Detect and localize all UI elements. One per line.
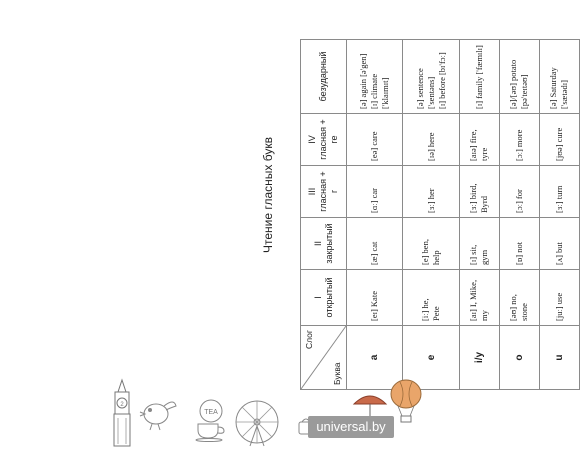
- corner-label-letter: Буква: [332, 362, 342, 385]
- table-cell: [e] ben, help: [403, 218, 459, 270]
- table-cell: [ɜː] turn: [539, 166, 579, 218]
- table-cell: [eə] care: [347, 114, 403, 166]
- corner-label-syllable: Слог: [304, 330, 314, 350]
- table-row: [403, 40, 459, 390]
- svg-text:TEA: TEA: [204, 409, 218, 416]
- table-cell: [ʌ] but: [539, 218, 579, 270]
- page-title: Чтение гласных букв: [261, 137, 275, 253]
- vowel-reading-table: [300, 39, 580, 390]
- row-letter: i/y: [459, 326, 499, 390]
- table-cell: [ɑː] car: [347, 166, 403, 218]
- table-cell: [ə] Saturday ['sætədɪ]: [539, 40, 579, 114]
- table-cell: [aɪə] fire, tyre: [459, 114, 499, 166]
- header-unstressed: безударный: [301, 40, 347, 114]
- corner-cell: [301, 326, 347, 390]
- table-cell: [ɜː] her: [403, 166, 459, 218]
- table-cell: [æ] cat: [347, 218, 403, 270]
- table-cell: [ɔː] for: [499, 166, 539, 218]
- table-row: [347, 40, 403, 390]
- table-cell: [əʊ] no, stone: [499, 270, 539, 326]
- table-cell: [ɜː] bird, Byrd: [459, 166, 499, 218]
- row-letter: e: [403, 326, 459, 390]
- row-letter: a: [347, 326, 403, 390]
- table-cell: [ɪ] sit, gym: [459, 218, 499, 270]
- ferris-wheel-icon: [228, 396, 286, 448]
- table-cell: [eɪ] Kate: [347, 270, 403, 326]
- table-cell: [ɒ] not: [499, 218, 539, 270]
- table-cell: [iː] he, Pete: [403, 270, 459, 326]
- header-open: I открытый: [301, 270, 347, 326]
- table-cell: [ɔː] more: [499, 114, 539, 166]
- table-cell: [ɪ] family ['fæmɪlɪ]: [459, 40, 499, 114]
- rotated-page: [261, 40, 580, 390]
- table-row: [499, 40, 539, 390]
- header-closed: II закрытый: [301, 218, 347, 270]
- watermark: universal.by: [308, 416, 394, 438]
- header-vowel-r: III гласная + r: [301, 166, 347, 218]
- teacup-icon: [194, 420, 228, 442]
- big-ben-icon: [106, 378, 138, 448]
- svg-text:2: 2: [120, 402, 124, 408]
- table-cell: [aɪ] I, Mike, my: [459, 270, 499, 326]
- header-row: [301, 40, 347, 390]
- table-row: [539, 40, 579, 390]
- table-row: [459, 40, 499, 390]
- bird-icon: [136, 392, 178, 432]
- table-cell: [jʊə] cure: [539, 114, 579, 166]
- table-cell: [ə] again [ə'gen] [ɪ] climate ['klaɪmɪt]: [347, 40, 403, 114]
- table-cell: [juː] use: [539, 270, 579, 326]
- row-letter: o: [499, 326, 539, 390]
- table-cell: [ɪə] here: [403, 114, 459, 166]
- table-cell: [ə] sentence ['sentəns] [ɪ] before [bɪ'fɔː]: [403, 40, 459, 114]
- row-letter: u: [539, 326, 579, 390]
- table-cell: [ə]/[əʊ] potato [pə'teɪtəʊ]: [499, 40, 539, 114]
- header-vowel-re: IV гласная + re: [301, 114, 347, 166]
